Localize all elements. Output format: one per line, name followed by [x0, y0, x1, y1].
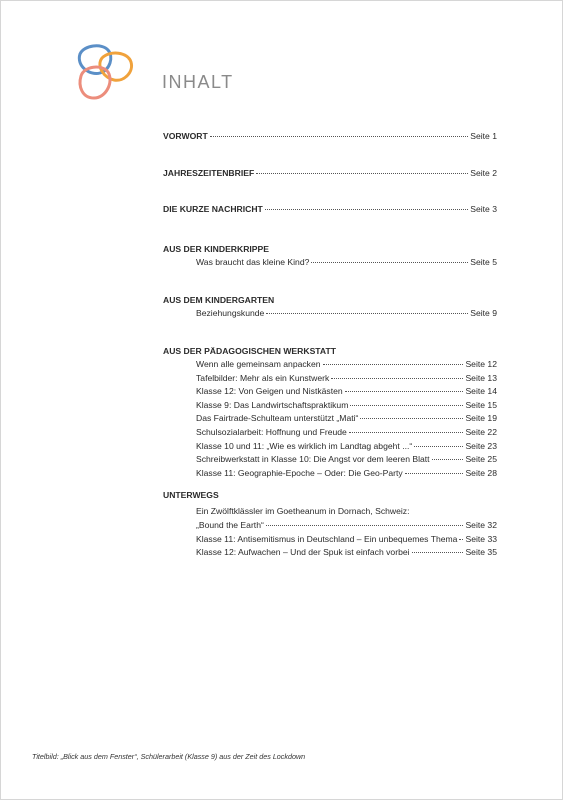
dot-leader	[432, 459, 464, 460]
toc-entry	[163, 467, 497, 481]
toc-entry-page: Seite 14	[465, 386, 497, 397]
toc-entry-title: Schulsozialarbeit: Hoffnung und Freude	[196, 426, 347, 437]
toc-entry	[163, 307, 497, 321]
toc-entry	[163, 372, 497, 386]
toc-entry-page: Seite 9	[470, 308, 497, 319]
dot-leader	[414, 446, 463, 447]
toc-entry-page: Seite 3	[470, 204, 497, 215]
toc-entry-title: Klasse 9: Das Landwirtschaftspraktikum	[196, 399, 349, 410]
toc-entry-page: Seite 25	[465, 454, 497, 465]
toc-entry	[163, 385, 497, 399]
toc-entry-page: Seite 32	[465, 519, 497, 530]
toc-entry-title: DIE KURZE NACHRICHT	[163, 204, 263, 215]
toc-entry	[163, 358, 497, 372]
toc-entry-vorwort	[163, 130, 497, 144]
section-title-werkstatt: AUS DER PÄDAGOGISCHEN WERKSTATT	[163, 345, 336, 356]
toc-entry	[163, 399, 497, 413]
toc-entry-page: Seite 12	[465, 358, 497, 369]
logo-rings-icon	[72, 42, 134, 104]
dot-leader	[349, 432, 464, 433]
toc-entry-title: Wenn alle gemeinsam anpacken	[196, 358, 321, 369]
toc-entry-title: Klasse 11: Geographie-Epoche – Oder: Die Geo-Party	[196, 467, 403, 478]
toc-entry-title: Klasse 12: Aufwachen – Und der Spuk ist einfach vorbei	[196, 547, 410, 558]
dot-leader	[459, 539, 463, 540]
dot-leader	[412, 552, 464, 553]
section-title-kinderkrippe: AUS DER KINDERKRIPPE	[163, 243, 270, 254]
toc-entry-page: Seite 1	[470, 131, 497, 141]
section-title-kindergarten: AUS DEM KINDERGARTEN	[163, 295, 275, 306]
page-title: INHALT	[162, 72, 234, 92]
toc-entry-page: Seite 5	[470, 256, 497, 267]
dot-leader	[345, 391, 464, 392]
toc-entry	[163, 453, 497, 467]
toc-entry-page: Seite 33	[465, 533, 498, 544]
dot-leader	[405, 473, 464, 474]
dot-leader	[350, 405, 463, 406]
section-title-unterwegs: UNTERWEGS	[163, 490, 219, 501]
toc-entry	[163, 519, 497, 533]
dot-leader	[210, 136, 469, 137]
toc-entry-first-line: Ein Zwölftklässler im Goetheanum in Dornach, Schweiz:	[196, 506, 410, 517]
toc-entry	[163, 412, 497, 426]
dot-leader	[323, 364, 464, 365]
dot-leader	[360, 418, 463, 419]
toc-entry-title: Was braucht das kleine Kind?	[196, 256, 310, 267]
toc-entry-title: Tafelbilder: Mehr als ein Kunstwerk	[196, 372, 330, 383]
toc-entry-page: Seite 22	[465, 426, 497, 437]
toc-entry-title: „Bound the Earth“	[196, 519, 264, 530]
toc-entry-jahreszeitenbrief	[163, 167, 497, 181]
toc-entry-page: Seite 13	[465, 372, 497, 383]
toc-entry-title: Klasse 11: Antisemitismus in Deutschland – Ein unbequemes Thema	[196, 533, 458, 544]
toc-entry-title: Beziehungskunde	[196, 308, 265, 319]
table-of-contents	[163, 130, 497, 560]
toc-entry-title: Schreibwerkstatt in Klasse 10: Die Angst vor dem leeren Blatt	[196, 454, 430, 465]
toc-entry-title: Klasse 10 und 11: „Wie es wirklich im Landtag abgeht ...“	[196, 440, 413, 451]
toc-entry-title: JAHRESZEITENBRIEF	[163, 167, 255, 178]
toc-entry-kurze-nachricht	[163, 203, 497, 217]
toc-entry-page: Seite 2	[470, 167, 497, 178]
dot-leader	[256, 173, 468, 174]
toc-entry-title: VORWORT	[163, 131, 208, 141]
toc-entry-page: Seite 28	[465, 467, 497, 478]
toc-entry	[163, 426, 497, 440]
toc-entry	[163, 256, 497, 270]
toc-entry-title: Klasse 12: Von Geigen und Nistkästen	[196, 386, 343, 397]
toc-entry	[163, 440, 497, 454]
cover-caption: Titelbild: „Blick aus dem Fenster“, Schülerarbeit (Klasse 9) aus der Zeit des Lockdown	[32, 752, 306, 761]
toc-entry-page: Seite 15	[465, 399, 497, 410]
dot-leader	[266, 525, 464, 526]
toc-entry-page: Seite 35	[465, 547, 497, 558]
dot-leader	[311, 262, 468, 263]
toc-entry-page: Seite 19	[465, 413, 497, 424]
dot-leader	[266, 313, 468, 314]
toc-entry	[163, 533, 497, 547]
dot-leader	[265, 209, 468, 210]
toc-entry-title: Das Fairtrade-Schulteam unterstützt „Mati“	[196, 413, 359, 424]
dot-leader	[331, 378, 463, 379]
toc-entry	[163, 546, 497, 560]
toc-entry-page: Seite 23	[465, 440, 497, 451]
